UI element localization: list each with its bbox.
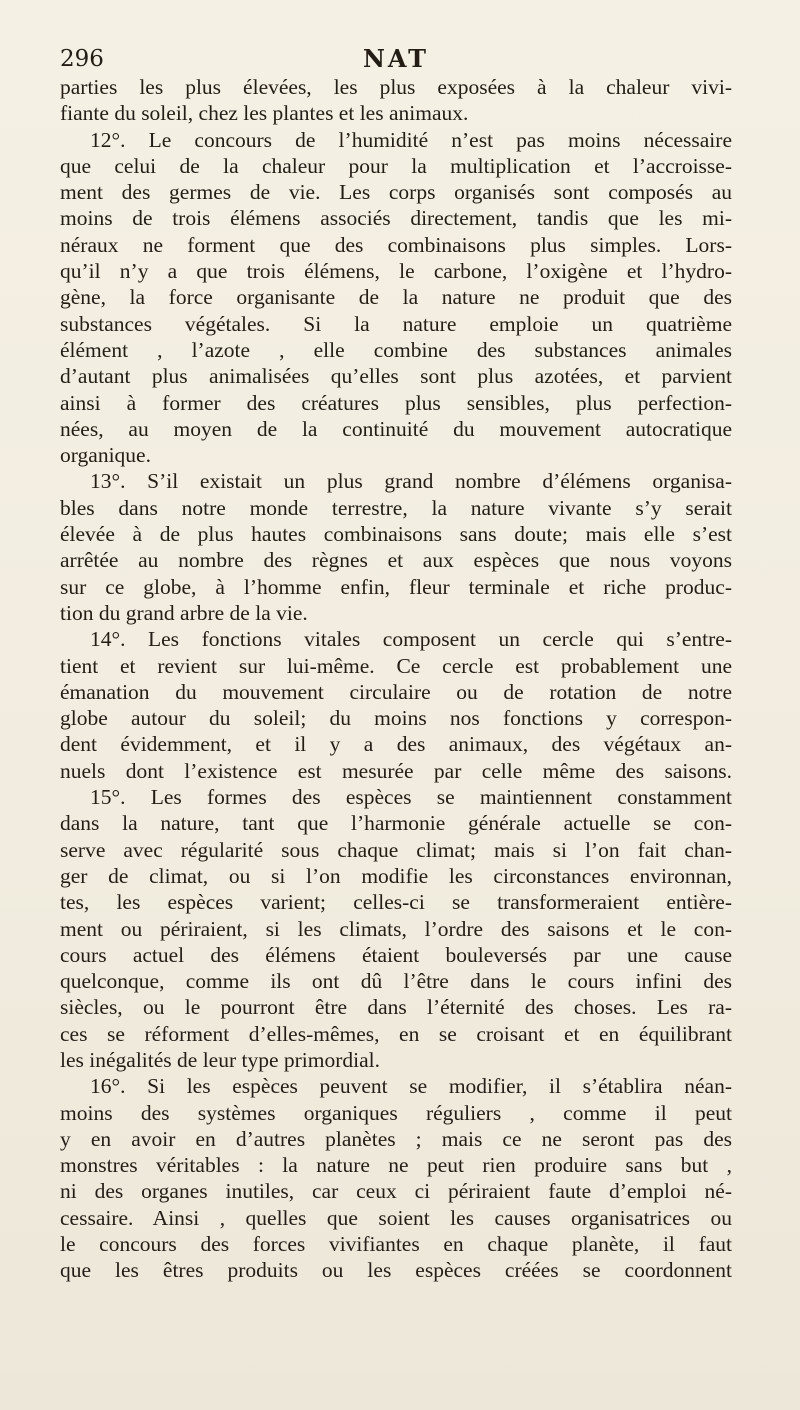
text-line: dans la nature, tant que l’harmonie générale actuelle se con- [60,811,732,836]
text-line: 14°. Les fonctions vitales composent un cercle qui s’entre- [90,627,732,652]
text-line: cours actuel des élémens étaient bouleversés par une cause [60,942,732,967]
page-number: 296 [60,46,104,72]
text-line: 16°. Si les espèces peuvent se modifier, il s’établira néan- [90,1074,732,1099]
text-line: moins des systèmes organiques réguliers , comme il peut [60,1100,732,1125]
text-line: siècles, ou le pourront être dans l’éternité des choses. Les ra- [60,995,732,1020]
text-line: substances végétales. Si la nature emploie un quatrième [60,311,732,336]
text-line: ainsi à former des créatures plus sensibles, plus perfection- [60,390,732,415]
text-line: y en avoir en d’autres planètes ; mais ce ne seront pas des [60,1126,732,1151]
text-line: élément , l’azote , elle combine des substances animales [60,337,732,362]
text-line: globe autour du soleil; du moins nos fonctions y correspon- [60,706,732,731]
text-line: tion du grand arbre de la vie. [60,600,308,625]
text-line: moins de trois élémens associés directement, tandis que les mi- [60,206,732,231]
text-line: parties les plus élevées, les plus exposées à la chaleur vivi- [60,75,732,99]
text-line: dent évidemment, et il y a des animaux, des végétaux an- [60,732,732,757]
text-line: sur ce globe, à l’homme enfin, fleur terminale et riche produc- [60,574,732,599]
text-line: nées, au moyen de la continuité du mouvement autocratique [60,416,732,441]
text-line: que les êtres produits ou les espèces créées se coordonnent [60,1258,732,1283]
text-line: le concours des forces vivifiantes en chaque planète, il faut [60,1232,732,1257]
text-line: ni des organes inutiles, car ceux ci périraient faute d’emploi né- [60,1179,732,1204]
text-line: que celui de la chaleur pour la multiplication et l’accroisse- [60,153,732,178]
text-line: 15°. Les formes des espèces se maintiennent constamment [90,785,732,810]
running-head: NAT [362,44,430,73]
text-line: 12°. Le concours de l’humidité n’est pas moins nécessaire [90,127,732,152]
text-line: monstres véritables : la nature ne peut rien produire sans but , [60,1153,732,1178]
page-header [60,42,732,76]
text-line: tient et revient sur lui-même. Ce cercle est probablement une [60,653,732,678]
text-line: arrêtée au nombre des règnes et aux espèces que nous voyons [60,548,732,573]
body-text [60,74,732,1284]
text-line: tes, les espèces varient; celles-ci se transformeraient entière- [60,890,732,915]
text-line: fiante du soleil, chez les plantes et les animaux. [60,101,469,126]
text-line: gène, la force organisante de la nature ne produit que des [60,285,732,310]
text-line: bles dans notre monde terrestre, la nature vivante s’y serait [60,495,732,520]
text-line: les inégalités de leur type primordial. [60,1047,381,1072]
text-line: nuels dont l’existence est mesurée par celle même des saisons. [60,758,732,783]
text-line: qu’il n’y a que trois élémens, le carbone, l’oxigène et l’hydro- [60,259,732,284]
text-line: ces se réforment d’elles-mêmes, en se croisant et en équilibrant [60,1021,732,1046]
text-line: d’autant plus animalisées qu’elles sont plus azotées, et parvient [60,364,732,389]
text-line: élevée à de plus hautes combinaisons sans doute; mais elle s’est [60,522,732,547]
text-line: cessaire. Ainsi , quelles que soient les causes organisatrices ou [60,1205,732,1230]
text-line: ment ou périraient, si les climats, l’ordre des saisons et le con- [60,916,732,941]
text-line: émanation du mouvement circulaire ou de rotation de notre [60,679,732,704]
text-line: organique. [60,443,151,468]
text-line: quelconque, comme ils ont dû l’être dans le cours infini des [60,969,732,994]
text-line: néraux ne forment que des combinaisons plus simples. Lors- [60,232,732,257]
text-line: serve avec régularité sous chaque climat; mais si l’on fait chan- [60,837,732,862]
text-line: ment des germes de vie. Les corps organisés sont composés au [60,180,732,205]
text-line: 13°. S’il existait un plus grand nombre d’élémens organisa- [90,469,732,494]
text-line: ger de climat, ou si l’on modifie les circonstances environnan, [60,863,732,888]
